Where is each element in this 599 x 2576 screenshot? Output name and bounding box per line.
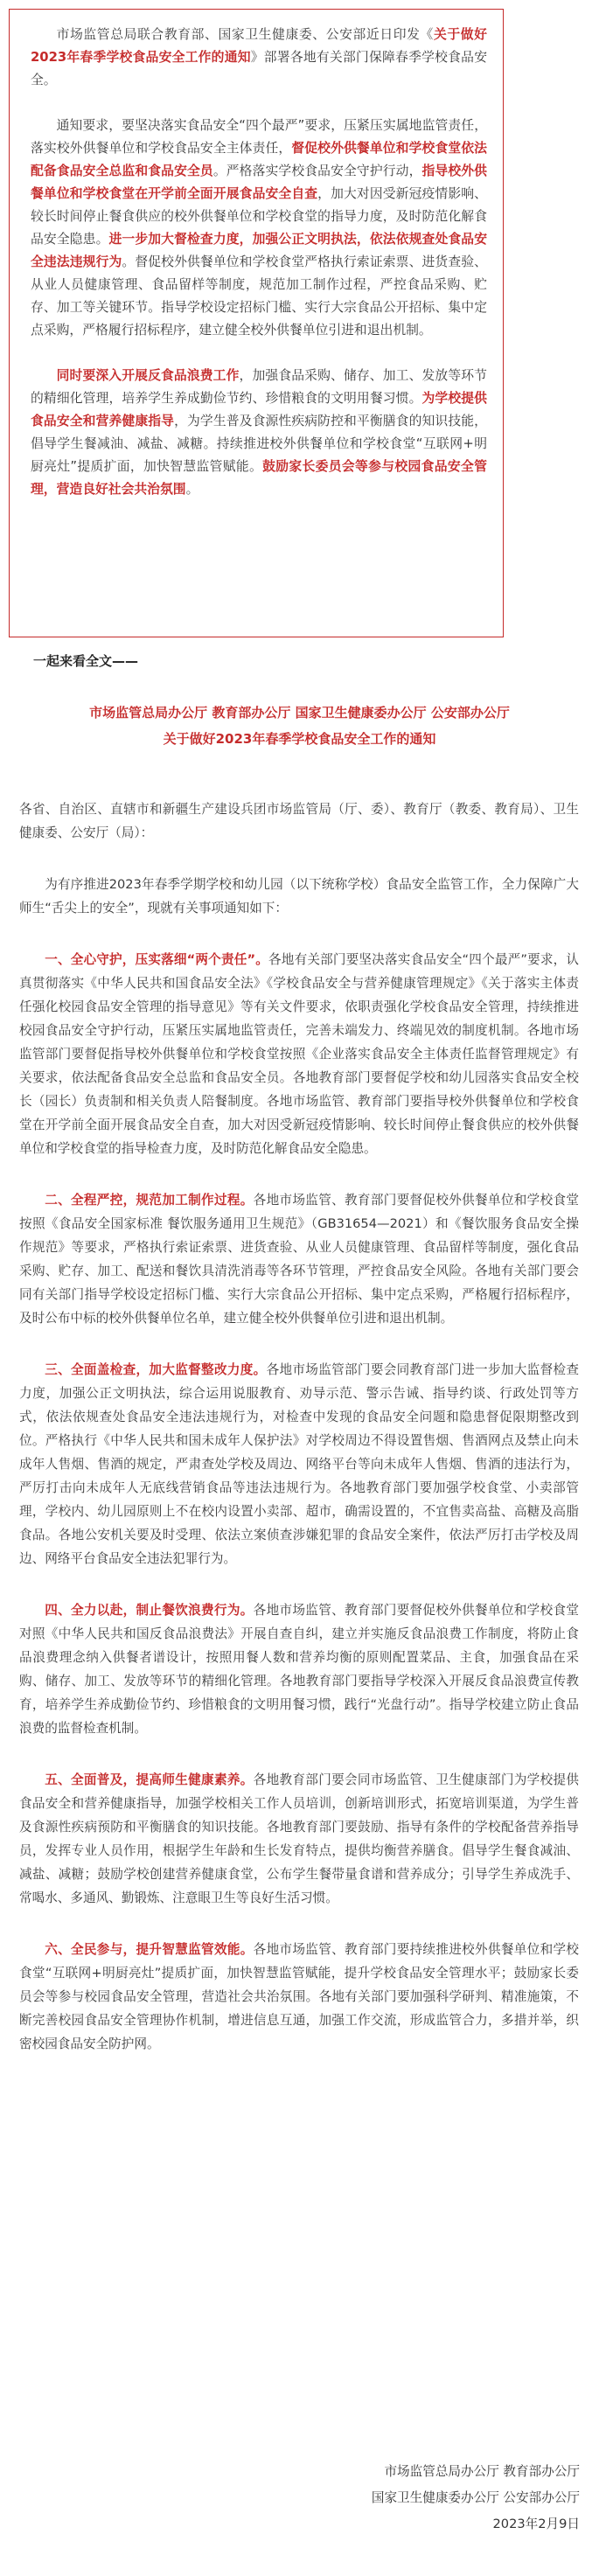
section-6: 六、全民参与，提升智慧监管效能。各地市场监管、教育部门要持续推进校外供餐单位和学校食堂“互联网+明厨亮灶”提质扩面，加快智慧监管赋能，提升学校食品安全管理水平；鼓励家长委员会等参与校园食品安全管理，营造社会共治氛围。各地有关部门要加强科学研判、精准施策，不断完善校园食品安全管理协作机制，增进信息互通，加强工作交流，形成监管合力，多措并举，织密校园食品安全防护网。 xyxy=(19,1942,579,2051)
section-5-title: 五、全面普及，提高师生健康素养。 xyxy=(45,1772,254,1787)
signature-date: 2023年2月9日 xyxy=(492,2517,580,2531)
notice-title-link: 关于做好2023年春季学校食品安全工作的通知 xyxy=(31,27,487,65)
notice-body xyxy=(19,797,579,2084)
summary-paragraph-3: 同时要深入开展反食品浪费工作，加强食品采购、储存、加工、发放等环节的精细化管理，培养学生养成勤俭节约、珍惜粮食的文明用餐习惯。为学校提供食品安全和营养健康指导，为学生普及食源性疾病防控和平衡膳食的知识技能，倡导学生餐减油、减盐、减糖。持续推进校外供餐单位和学校食堂“互联网+明厨亮灶”提质扩面，加快智慧监管赋能。鼓励家长委员会等参与校园食品安全管理，营造良好社会共治氛围。 xyxy=(31,368,487,497)
signature-line-2: 国家卫生健康委办公厅 公安部办公厅 xyxy=(371,2490,580,2505)
summary-paragraph-2: 通知要求，要坚决落实食品安全“四个最严”要求，压紧压实属地监管责任，落实校外供餐单位和学校食品安全主体责任，督促校外供餐单位和学校食堂依法配备食品安全总监和食品安全员。严格落实学校食品安全守护行动，指导校外供餐单位和学校食堂在开学前全面开展食品安全自查，加大对因受新冠疫情影响、较长时间停止餐食供应的校外供餐单位和学校食堂的指导力度，及时防范化解食品安全隐患。进一步加大督检查力度，加强公正文明执法，依法依规查处食品安全违法违规行为。督促校外供餐单位和学校食堂严格执行索证索票、进货查验、从业人员健康管理、食品留样等制度，规范加工制作过程，严控食品采购、贮存、加工等关键环节。指导学校设定招标门槛、实行大宗食品公开招标、集中定点采购，严格履行招标程序，建立健全校外供餐单位引进和退出机制。 xyxy=(31,118,487,338)
summary-box xyxy=(9,9,504,637)
notice-title: 关于做好2023年春季学校食品安全工作的通知 xyxy=(163,731,436,747)
section-2-title: 二、全程严控，规范加工制作过程。 xyxy=(45,1193,254,1208)
notice-heading xyxy=(0,700,599,752)
section-4: 四、全力以赴，制止餐饮浪费行为。各地市场监管、教育部门要督促校外供餐单位和学校食堂对照《中华人民共和国反食品浪费法》开展自查自纠，建立并实施反食品浪费工作制度，将防止食品浪费理念纳入供餐者谱设计，按照用餐人数和营养均衡的原则配置菜品、主食，加强食品在采购、储存、加工、发放等环节的精细化管理。各地教育部门要指导学校深入开展反食品浪费宣传教育，培养学生养成勤俭节约、珍惜粮食的文明用餐习惯，践行“光盘行动”。指导学校建立防止食品浪费的监督检查机制。 xyxy=(19,1603,579,1736)
section-6-title: 六、全民参与，提升智慧监管效能。 xyxy=(45,1942,254,1957)
section-3-title: 三、全面盖检查，加大监督整改力度。 xyxy=(45,1362,267,1377)
notice-issuers: 市场监管总局办公厅 教育部办公厅 国家卫生健康委办公厅 公安部办公厅 xyxy=(89,705,510,721)
salutation: 各省、自治区、直辖市和新疆生产建设兵团市场监管局（厅、委）、教育厅（教委、教育局）、卫生健康委、公安厅（局）： xyxy=(19,802,579,840)
section-3: 三、全面盖检查，加大监督整改力度。各地市场监管部门要会同教育部门进一步加大监督检查力度，加强公正文明执法，综合运用说服教育、劝导示范、警示告诫、指导约谈、行政处罚等方式，依法依规查处食品安全违法违规行为，对检查中发现的食品安全问题和隐患督促限期整改到位。严格执行《中华人民共和国未成年人保护法》对学校周边不得设置售烟、售酒网点及禁止向未成年人售烟、售酒的规定，严肃查处学校及周边、网络平台等向未成年人售烟、售酒的违法行为，严厉打击向未成年人无底线营销食品等违法违规行为。各地教育部门要加强学校食堂、小卖部管理，学校内、幼儿园原则上不在校内设置小卖部、超市，确需设置的，不宜售卖高盐、高糖及高脂食品。各地公安机关要及时受理、依法立案侦查涉嫌犯罪的食品安全案件，依法严厉打击学校及周边、网络平台食品安全违法犯罪行为。 xyxy=(19,1362,579,1566)
section-5: 五、全面普及，提高师生健康素养。各地教育部门要会同市场监管、卫生健康部门为学校提供食品安全和营养健康指导，加强学校相关工作人员培训，创新培训形式，拓宽培训渠道，为学生普及食源性疾病预防和平衡膳食的知识技能。各地教育部门要鼓励、指导有条件的学校配备营养指导员，发挥专业人员作用，根据学生年龄和生长发育特点，提供均衡营养膳食。倡导学生餐食减油、减盐、减糖；鼓励学校创建营养健康食堂，公布学生餐带量食谱和营养成分；引导学生养成洗手、常喝水、多通风、勤锻炼、注意眼卫生等良好生活习惯。 xyxy=(19,1772,579,1905)
signature-line-1: 市场监管总局办公厅 教育部办公厅 xyxy=(384,2464,580,2479)
opening-paragraph: 为有序推进2023年春季学期学校和幼儿园（以下统称学校）食品安全监管工作，全力保障广大师生“舌尖上的安全”，现就有关事项通知如下： xyxy=(19,877,579,916)
summary-paragraph-1: 市场监管总局联合教育部、国家卫生健康委、公安部近日印发《关于做好2023年春季学校食品安全工作的通知》部署各地有关部门保障春季学校食品安全。 xyxy=(31,27,487,87)
signature-block xyxy=(372,2459,580,2538)
section-1: 一、全心守护，压实落细“两个责任”。各地有关部门要坚决落实食品安全“四个最严”要求，认真贯彻落实《中华人民共和国食品安全法》《学校食品安全与营养健康管理规定》《关于落实主体责任强化校园食品安全管理的指导意见》等有关文件要求，依职责强化学校食品安全管理，持续推进校园食品安全守护行动，压紧压实属地监管责任，完善未端发力、终端见效的制度机制。各地市场监管部门要督促指导校外供餐单位和学校食堂按照《企业落实食品安全主体责任监督管理规定》有关要求，依法配备食品安全总监和食品安全员。各地教育部门要督促学校和幼儿园落实食品安全校长（园长）负责制和相关负责人陪餐制度。各地市场监管、教育部门要指导校外供餐单位和学校食堂在开学前全面开展食品安全自查，加大对因受新冠疫情影响、较长时间停止餐食供应的校外供餐单位和学校食堂的指导检查力度，及时防范化解食品安全隐患。 xyxy=(19,952,580,1156)
section-4-title: 四、全力以赴，制止餐饮浪费行为。 xyxy=(45,1603,254,1618)
full-text-divider: 一起来看全文—— xyxy=(33,653,139,669)
section-2: 二、全程严控，规范加工制作过程。各地市场监管、教育部门要督促校外供餐单位和学校食堂按照《食品安全国家标准 餐饮服务通用卫生规范》（GB31654—2021）和《餐饮服务食品安全操作规范》等要求，严格执行索证索票、进货查验、从业人员健康管理、食品留样等制度，强化食品采购、贮存、加工、配送和餐饮具清洗消毒等各环节管理，严控食品安全风险。各地有关部门要会同有关部门指导学校设定招标门槛、实行大宗食品公开招标、集中定点采购，严格履行招标程序，及时公布中标的校外供餐单位名单，建立健全校外供餐单位引进和退出机制。 xyxy=(19,1193,579,1326)
section-1-title: 一、全心守护，压实落细“两个责任”。 xyxy=(45,952,269,967)
